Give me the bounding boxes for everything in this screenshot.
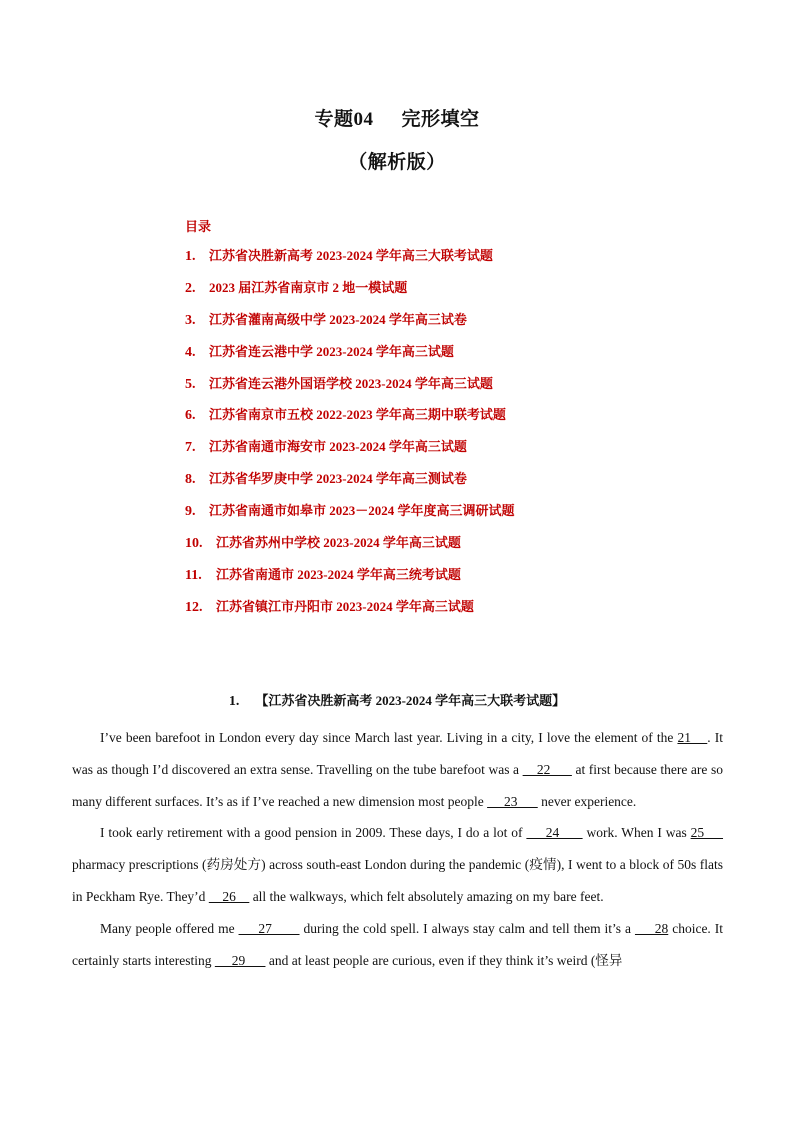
toc-item[interactable]: [185, 596, 515, 628]
toc-item-number: 11.: [185, 567, 202, 583]
toc-item-label: 2023 届江苏省南京市 2 地一模试题: [209, 279, 408, 295]
section-title: [0, 690, 794, 710]
toc-item-label: 江苏省苏州中学校 2023-2024 学年高三试题: [216, 535, 461, 551]
toc-item[interactable]: [185, 373, 515, 405]
toc-item-number: 10.: [185, 536, 203, 552]
cloze-blank-26: 26: [208, 888, 250, 904]
toc-heading: 目录: [185, 219, 212, 234]
toc-item[interactable]: [185, 500, 515, 532]
toc-item-label: 江苏省南通市海安市 2023-2024 学年高三试题: [209, 439, 467, 455]
passage-text: . It was as though I’d discovered an extra sense. Travelling on the tube barefoot was a: [72, 730, 724, 777]
toc-item-number: 6.: [185, 408, 196, 424]
toc-item-label: 江苏省南通市如皋市 2023－2024 学年度高三调研试题: [209, 503, 515, 519]
toc-item-number: 7.: [185, 440, 196, 456]
toc-item-label: 江苏省华罗庚中学 2023-2024 学年高三测试卷: [209, 471, 467, 487]
section-source: 【江苏省决胜新高考 2023-2024 学年高三大联考试题】: [255, 693, 566, 708]
passage-text: during the cold spell. I always stay calm and tell them it’s a: [299, 920, 635, 936]
passage-paragraph: [72, 817, 723, 912]
toc-item-number: 3.: [185, 312, 196, 328]
toc-item[interactable]: [185, 436, 515, 468]
toc-item-label: 江苏省镇江市丹阳市 2023-2024 学年高三试题: [216, 598, 474, 614]
passage-text: Many people offered me: [100, 920, 239, 936]
cloze-blank-27: 27: [238, 920, 300, 936]
toc-item-label: 江苏省南京市五校 2022-2023 学年高三期中联考试题: [209, 407, 506, 423]
passage-text: at first because there are so many different surfaces. It’s as if I’ve reached a new dimension most people: [72, 761, 723, 809]
toc-item[interactable]: [185, 564, 515, 596]
toc-item-number: 2.: [185, 280, 196, 296]
cloze-blank-29: 29: [214, 952, 266, 968]
toc-item[interactable]: [185, 277, 515, 309]
document-subtitle: （解析版）: [348, 152, 446, 173]
section-number: 1.: [228, 694, 240, 709]
toc-item-number: 8.: [185, 472, 196, 488]
toc-item[interactable]: [185, 341, 515, 373]
cloze-blank-28: 28: [634, 920, 669, 936]
toc-item-number: 4.: [185, 344, 196, 360]
toc-item[interactable]: [185, 404, 515, 436]
passage-text: choice. It certainly starts interesting: [72, 920, 724, 968]
toc-item-label: 江苏省灌南高级中学 2023-2024 学年高三试卷: [209, 311, 467, 327]
passage-text: all the walkways, which felt absolutely amazing on my bare feet.: [249, 888, 604, 904]
title-topic-name: 完形填空: [401, 109, 480, 130]
document-title: [0, 104, 794, 131]
toc-item-label: 江苏省连云港外国语学校 2023-2024 学年高三试题: [209, 375, 493, 391]
toc-item[interactable]: [185, 245, 515, 277]
title-topic-number: 专题04: [314, 109, 374, 130]
toc-item-label: 江苏省决胜新高考 2023-2024 学年高三大联考试题: [209, 248, 493, 263]
toc-item-label: 江苏省连云港中学 2023-2024 学年高三试题: [209, 343, 454, 359]
toc-item-number: 5.: [185, 376, 196, 392]
passage-text: I took early retirement with a good pension in 2009. These days, I do a lot of: [100, 825, 527, 841]
toc-item[interactable]: [185, 468, 515, 500]
cloze-blank-23: 23: [487, 793, 538, 809]
passage-text: work. When I was: [582, 825, 691, 841]
cloze-blank-24: 24: [526, 825, 583, 841]
cloze-passage: [72, 722, 723, 976]
toc-item-number: 12.: [185, 599, 203, 615]
toc-item-number: 1.: [185, 249, 196, 264]
toc-item[interactable]: [185, 309, 515, 341]
toc-item-number: 9.: [185, 504, 196, 520]
cloze-blank-25: 25: [690, 825, 724, 841]
toc-item-label: 江苏省南通市 2023-2024 学年高三统考试题: [216, 566, 461, 582]
passage-paragraph: [72, 722, 723, 817]
passage-text: never experience.: [537, 793, 637, 809]
table-of-contents: [185, 245, 515, 628]
passage-text: I’ve been barefoot in London every day since March last year. Living in a city, I love the element of the: [100, 730, 678, 745]
passage-text: pharmacy prescriptions (药房处方) across south-east London during the pandemic (疫情), I went to a block of 50s flats in Peckham Rye. They’d: [72, 857, 723, 904]
passage-paragraph: [72, 913, 723, 977]
passage-text: and at least people are curious, even if they think it’s weird (怪异: [265, 952, 623, 968]
toc-item[interactable]: [185, 532, 515, 564]
cloze-blank-21: 21: [677, 730, 708, 745]
cloze-blank-22: 22: [522, 761, 572, 777]
